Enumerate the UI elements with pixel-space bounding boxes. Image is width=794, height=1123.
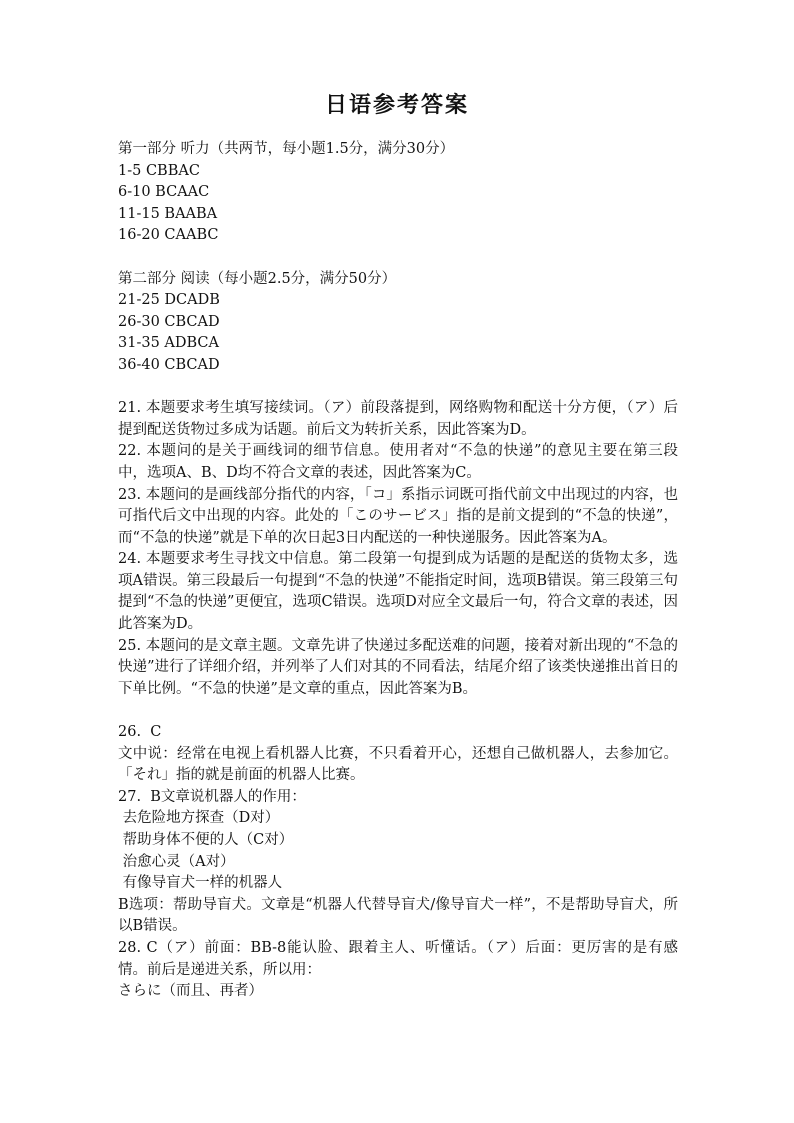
q26-answer: 26. C (118, 724, 162, 741)
answer-line: 21-25 DCADB (118, 292, 220, 309)
answer-line: 36-40 CBCAD (118, 356, 220, 373)
answer-line: 11-15 BAABA (118, 205, 218, 222)
q27-item: 有像导盲犬一样的机器人 (118, 875, 283, 892)
page-title: 日语参考答案 (324, 92, 469, 118)
answer-line: 6-10 BCAAC (118, 184, 210, 201)
answer-line: 31-35 ADBCA (118, 335, 219, 352)
q27-item: 帮助身体不便的人（C对） (118, 832, 294, 848)
q26-explanation: 文中说：经常在电视上看机器人比赛，不只看着开心，还想自己做机器人，去参加它。「それ」指的就是前面的机器人比赛。 (118, 745, 678, 784)
q27-heading: 27. B文章说机器人的作用： (118, 788, 306, 805)
answer-line: 16-20 CAABC (118, 227, 219, 244)
answer-line: 26-30 CBCAD (118, 313, 220, 330)
explanation-q21: 21. 本题要求考生填写接续词。（ア）前段落提到，网络购物和配送十分方便，（ア）后提到配送货物过多成为话题。前后文为转折关系，因此答案为D。 (118, 400, 678, 438)
q28-explanation: 28. C（ア）前面：BB-8能认脸、跟着主人、听懂话。（ア）后面：更厉害的是有感情。前后是递进关系，所以用： (118, 939, 678, 978)
q28-last-line: さらに（而且、再者） (118, 983, 263, 1000)
spacer (118, 247, 678, 269)
q27-item: 治愈心灵（A对） (118, 853, 235, 870)
explanation-q22: 22. 本题问的是关于画线词的细节信息。使用者对“不急的快递”的意见主要在第三段中，选项A、B、D均不符合文章的表述，因此答案为C。 (118, 443, 678, 481)
explanation-q23: 23. 本题问的是画线部分指代的内容，「コ」系指示词既可指代前文中出现过的内容，也可指代后文中出现的内容。此处的「このサービス」指的是前文提到的“不急的快递”，而“不急的快递”就是下单的次日起3日内配送的一种快递服务。因此答案为A。 (118, 486, 678, 546)
document-body (118, 139, 678, 1003)
part2-heading: 第二部分 阅读（每小题2.5分，满分50分） (118, 270, 397, 287)
part1-heading: 第一部分 听力（共两节，每小题1.5分，满分30分） (118, 141, 455, 157)
explanation-q25: 25. 本题问的是文章主题。文章先讲了快递过多配送难的问题，接着对新出现的“不急的快递”进行了详细介绍，并列举了人们对其的不同看法，结尾介绍了该类快递推出首日的下单比例。“不急的快递”是文章的重点，因此答案为B。 (118, 637, 678, 697)
explanation-q24: 24. 本题要求考生寻找文中信息。第二段第一句提到成为话题的是配送的货物太多，选项A错误。第三段最后一句提到“不急的快递”不能指定时间，选项B错误。第三段第三句提到“不急的快递”更便宜，选项C错误。选项D对应全文最后一句，符合文章的表述，因此答案为D。 (118, 551, 678, 633)
spacer (118, 377, 678, 399)
q27-item: 去危险地方探查（D对） (118, 810, 280, 827)
q27-explanation: B选项：帮助导盲犬。文章是“机器人代替导盲犬/像导盲犬一样”，不是帮助导盲犬，所以B错误。 (118, 896, 678, 935)
spacer (118, 700, 678, 722)
answer-line: 1-5 CBBAC (118, 162, 200, 179)
